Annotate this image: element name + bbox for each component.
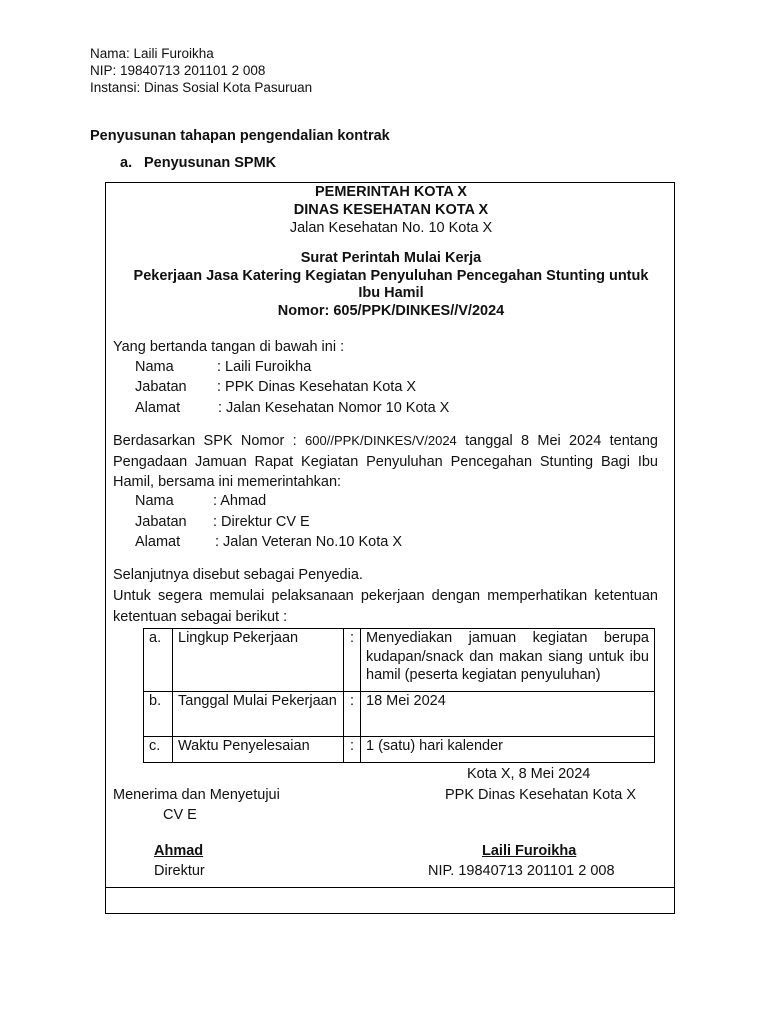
signer-name-key: Nama (135, 359, 174, 375)
term-label: Waktu Penyelesaian (173, 737, 344, 763)
section-title: Penyusunan tahapan pengendalian kontrak (90, 128, 390, 144)
author-nip: NIP: 19840713 201101 2 008 (90, 63, 266, 78)
signer-intro: Yang bertanda tangan di bawah ini : (113, 339, 345, 355)
left-sign-organization: CV E (163, 807, 197, 823)
frame-bottom-divider (106, 887, 674, 888)
spmk-letter-frame (105, 182, 675, 914)
terms-row (144, 737, 655, 763)
terms-row (144, 692, 655, 737)
term-colon: : (344, 692, 361, 737)
basis-spk-number: 600//PPK/DINKES/V/2024 (305, 433, 457, 448)
term-label: Lingkup Pekerjaan (173, 629, 344, 692)
provider-address-value: : Jalan Veteran No.10 Kota X (215, 534, 403, 550)
terms-table (143, 628, 655, 763)
right-signatory-nip: NIP. 19840713 201101 2 008 (428, 863, 615, 879)
signer-address-key: Alamat (135, 400, 181, 416)
basis-rest: tanggal 8 Mei 2024 tentang Pengadaan Jamuan Rapat Kegiatan Penyuluhan Pencegahan Stunting Bagi Ibu Hamil, bersama ini memerintahkan: (113, 433, 658, 490)
term-value: Menyediakan jamuan kegiatan berupa kudapan/snack dan makan siang untuk ibu hamil (peserta kegiatan penyuluhan) (361, 629, 655, 692)
project-title-line-2: Ibu Hamil (358, 285, 424, 301)
provider-position-row (135, 514, 310, 530)
term-value: 18 Mei 2024 (361, 692, 655, 737)
terms-row (144, 629, 655, 692)
provider-position-key: Jabatan (135, 514, 187, 530)
instruction-paragraph: Untuk segera memulai pelaksanaan pekerjaan dengan memperhatikan ketentuan ketentuan sebagai berikut : (113, 588, 658, 625)
term-value: 1 (satu) hari kalender (361, 737, 655, 763)
author-name: Nama: Laili Furoikha (90, 46, 214, 61)
letterhead-government: PEMERINTAH KOTA X (315, 184, 467, 200)
signer-position-value: : PPK Dinas Kesehatan Kota X (217, 379, 417, 395)
signer-position-row (135, 379, 416, 395)
signer-address-row (135, 400, 449, 416)
term-colon: : (344, 629, 361, 692)
document-title: Surat Perintah Mulai Kerja (300, 250, 482, 266)
provider-name-value: : Ahmad (213, 493, 267, 509)
letterhead-address: Jalan Kesehatan No. 10 Kota X (289, 220, 493, 236)
right-signatory-name: Laili Furoikha (482, 843, 577, 859)
subsection-label: a. (120, 155, 133, 171)
basis-paragraph (113, 431, 658, 493)
provider-name-key: Nama (135, 493, 174, 509)
signer-name-value: : Laili Furoikha (217, 359, 312, 375)
signer-name-row (135, 359, 311, 375)
right-sign-caption: PPK Dinas Kesehatan Kota X (445, 787, 637, 803)
document-number: Nomor: 605/PPK/DINKES//V/2024 (277, 303, 505, 319)
signer-position-key: Jabatan (135, 379, 187, 395)
provider-address-row (135, 534, 402, 550)
term-number: c. (144, 737, 173, 763)
author-agency: Instansi: Dinas Sosial Kota Pasuruan (90, 80, 313, 95)
letterhead-department: DINAS KESEHATAN KOTA X (293, 202, 489, 218)
place-date: Kota X, 8 Mei 2024 (467, 766, 591, 782)
basis-prefix: Berdasarkan SPK Nomor : (113, 433, 306, 449)
provider-address-key: Alamat (135, 534, 181, 550)
provider-position-value: : Direktur CV E (213, 514, 310, 530)
term-number: a. (144, 629, 173, 692)
term-label: Tanggal Mulai Pekerjaan (173, 692, 344, 737)
provider-name-row (135, 493, 266, 509)
term-number: b. (144, 692, 173, 737)
term-colon: : (344, 737, 361, 763)
provider-designation: Selanjutnya disebut sebagai Penyedia. (113, 567, 363, 583)
author-header (90, 45, 312, 96)
left-signatory-role: Direktur (154, 863, 205, 879)
project-title-line-1: Pekerjaan Jasa Katering Kegiatan Penyuluhan Pencegahan Stunting untuk (133, 268, 649, 284)
subsection-text: Penyusunan SPMK (144, 155, 277, 171)
subsection-title (120, 155, 276, 171)
left-sign-caption: Menerima dan Menyetujui (113, 787, 280, 803)
signer-address-value: : Jalan Kesehatan Nomor 10 Kota X (218, 400, 450, 416)
left-signatory-name: Ahmad (154, 843, 204, 859)
